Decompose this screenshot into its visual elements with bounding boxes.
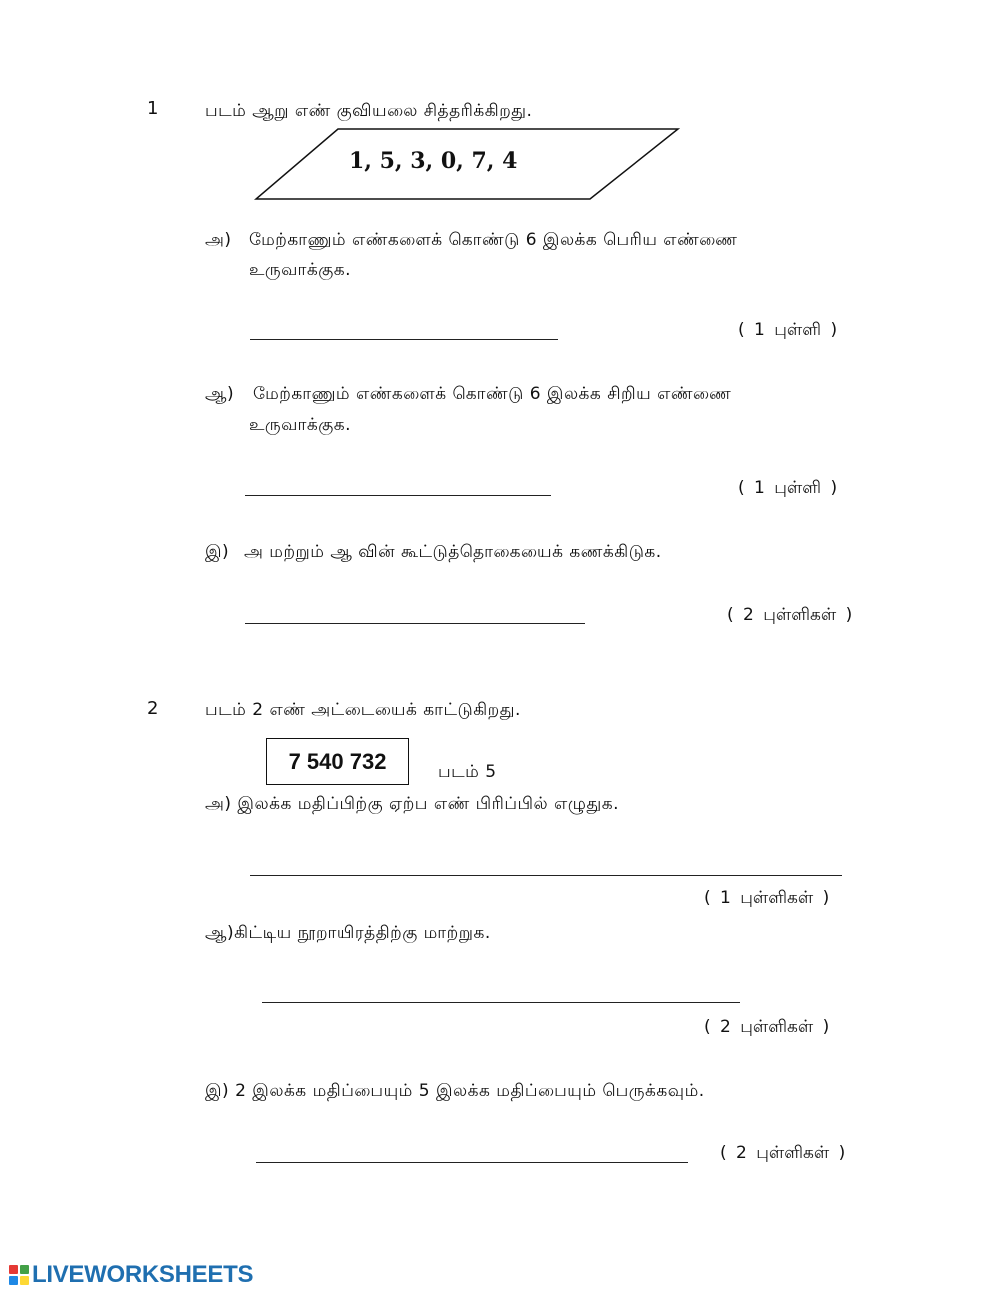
q1-part-b-answer-line[interactable] [245,495,551,496]
number-pile-values: 1, 5, 3, 0, 7, 4 [349,148,518,174]
q2-part-a-marks: ( 1 புள்ளிகள் ) [704,888,830,908]
q1-part-b-label: ஆ) [205,384,235,404]
question-1-intro: படம் ஆறு எண் குவியலை சித்தரிக்கிறது. [205,101,533,121]
q1-part-c-label: இ) [205,542,230,562]
q1-part-a-answer-line[interactable] [250,339,558,340]
q1-part-c-marks: ( 2 புள்ளிகள் ) [727,605,853,625]
liveworksheets-logo[interactable] [8,1261,253,1289]
q2-part-b-text: ஆ)கிட்டிய நூறாயிரத்திற்கு மாற்றுக. [205,923,491,943]
q2-part-a-text: அ) இலக்க மதிப்பிற்கு ஏற்ப எண் பிரிப்பில் எழுதுக. [205,794,619,814]
liveworksheets-logo-text: LIVEWORKSHEETS [32,1261,254,1288]
q2-part-c-marks: ( 2 புள்ளிகள் ) [720,1143,846,1163]
q1-part-c-text: அ மற்றும் ஆ வின் கூட்டுத்தொகையைக் கணக்கிடுக. [244,542,662,562]
q1-part-b-text-line2: உருவாக்குக. [249,415,351,435]
question-2-number: 2 [147,698,159,719]
q1-part-a-text-line2: உருவாக்குக. [249,260,351,280]
q2-part-b-answer-line[interactable] [262,1002,740,1003]
q1-part-b-text: மேற்காணும் எண்களைக் கொண்டு 6 இலக்க சிறிய எண்ணை [253,384,732,404]
liveworksheets-logo-icon [8,1264,30,1286]
q1-part-a-label: அ) [205,230,232,250]
question-2-intro: படம் 2 எண் அட்டையைக் காட்டுகிறது. [205,700,521,720]
q1-part-a-text: மேற்காணும் எண்களைக் கொண்டு 6 இலக்க பெரிய எண்ணை [249,230,738,250]
question-1-number: 1 [147,98,159,119]
q1-part-c-answer-line[interactable] [245,623,585,624]
figure-label: படம் 5 [438,762,497,782]
q2-part-c-text: இ) 2 இலக்க மதிப்பையும் 5 இலக்க மதிப்பையும் பெருக்கவும். [205,1081,705,1101]
q2-part-c-answer-line[interactable] [256,1162,688,1163]
q1-part-a-marks: ( 1 புள்ளி ) [738,320,838,340]
q2-part-a-answer-line[interactable] [250,875,842,876]
q1-part-b-marks: ( 1 புள்ளி ) [738,478,838,498]
q2-part-b-marks: ( 2 புள்ளிகள் ) [704,1017,830,1037]
number-card: 7 540 732 [266,738,409,785]
